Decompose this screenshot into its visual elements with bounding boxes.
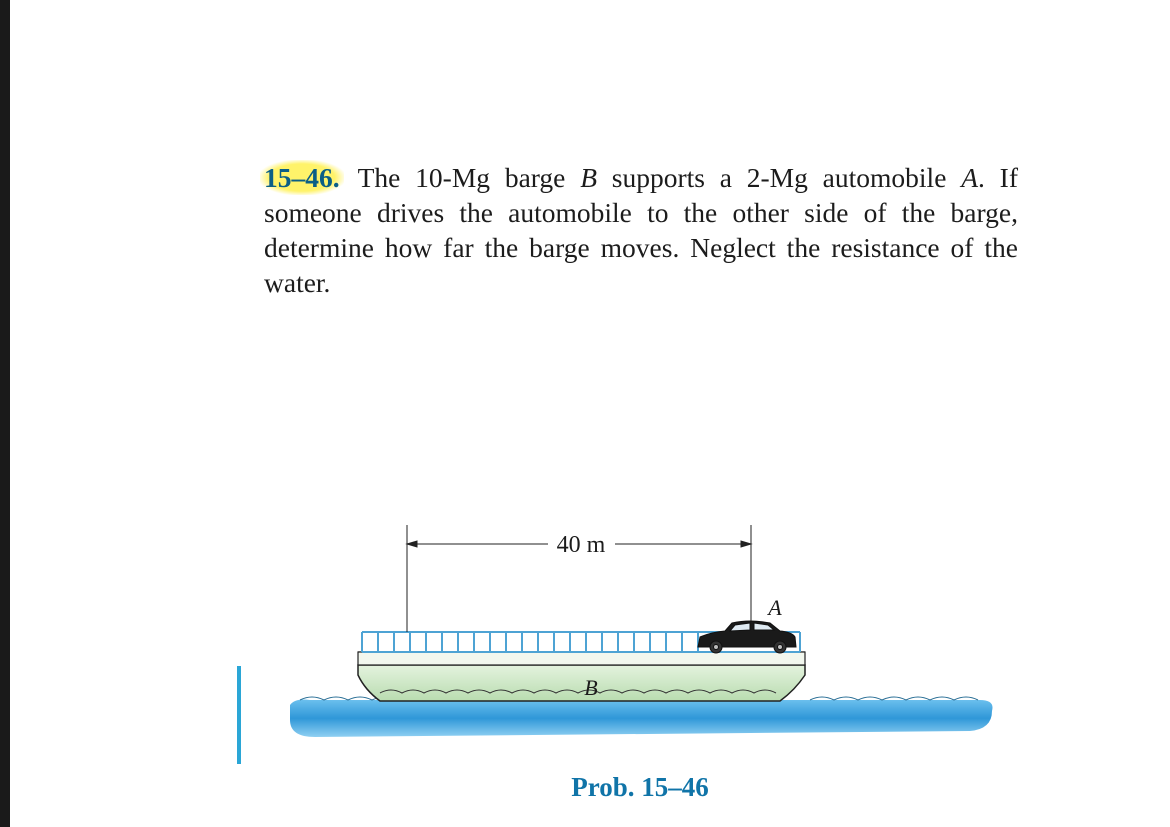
label-b: B [584,675,598,700]
water [290,700,993,737]
window-edge [0,0,10,827]
automobile [698,621,796,653]
dimension-label: 40 m [556,532,606,558]
problem-text-part-2: supports a 2-Mg automobile [597,162,962,193]
problem-statement [264,160,1018,300]
label-a: A [768,595,782,620]
problem-text-part-1: The 10-Mg barge [357,162,581,193]
problem-number: 15–46. [260,160,344,195]
barge-symbol: B [580,162,597,193]
barge-hull [358,665,805,701]
barge-figure [280,515,1000,755]
margin-marker-bar [237,666,241,764]
problem-text-part-3: . If someone drives the automobile to the other side of the barge, determine how far the barge moves. Neglect the resistance of the water. [264,162,1018,298]
figure-caption: Prob. 15–46 [571,772,709,802]
car-symbol: A [961,162,979,193]
deck [358,652,805,665]
